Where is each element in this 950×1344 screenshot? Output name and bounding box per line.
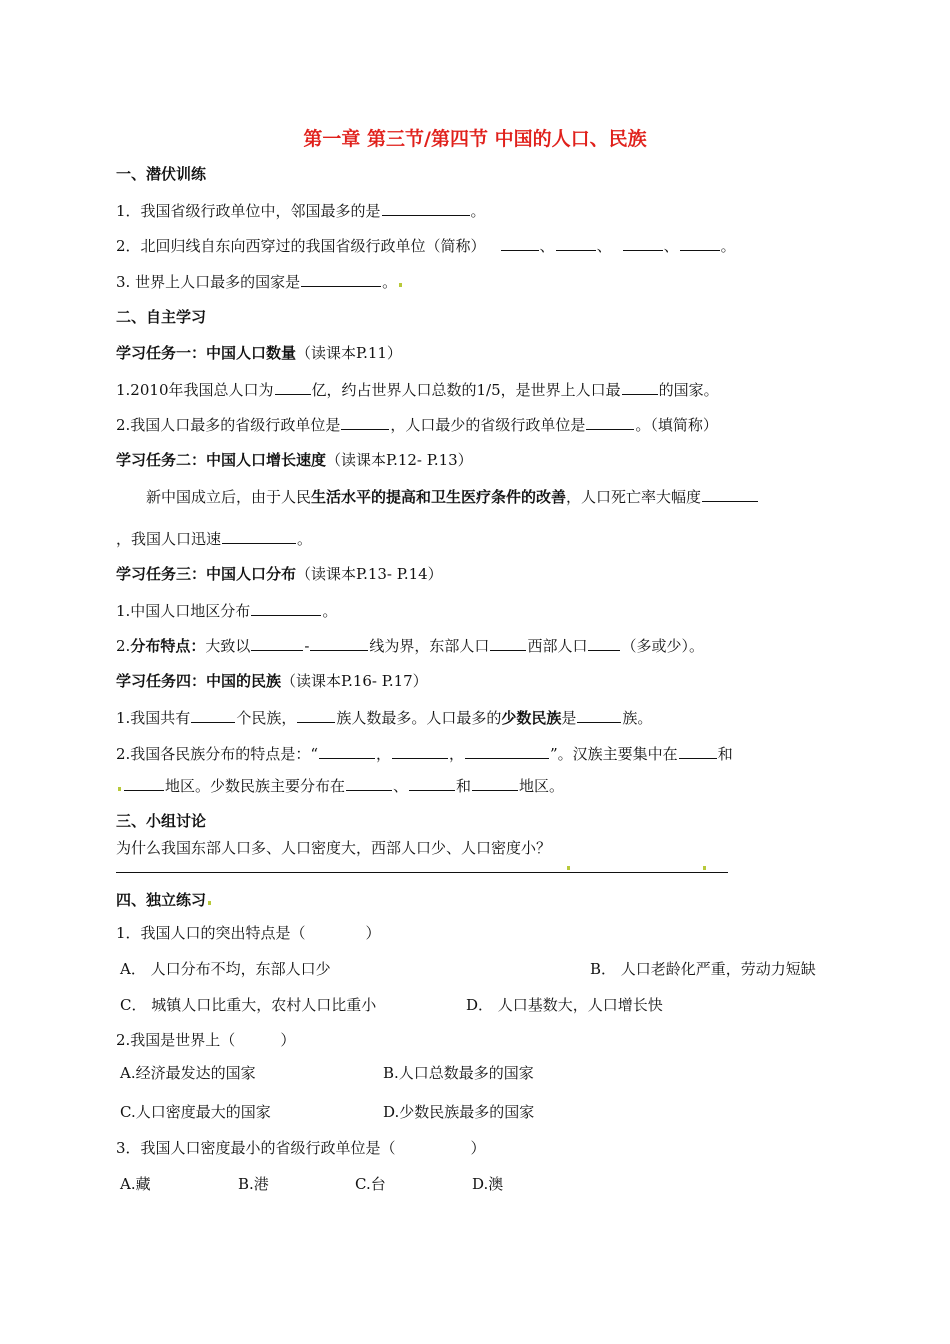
s1-question-1 <box>116 200 486 221</box>
q-text: 亿，约占世界人口总数的1/5，是世界上人口最 <box>311 381 621 399</box>
emphasis-text: 少数民族 <box>501 709 562 727</box>
mark-dot <box>118 787 121 791</box>
q-text: 、 <box>393 777 409 795</box>
q-text: ”。汉族主要集中在 <box>550 745 678 763</box>
q-text: 是 <box>561 709 577 727</box>
answer-blank[interactable] <box>346 775 392 791</box>
q3-option-a[interactable]: A.藏 <box>120 1175 151 1193</box>
task-2-paragraph <box>146 486 759 507</box>
task-3-heading <box>116 564 443 584</box>
q-text: 。 <box>297 530 313 548</box>
answer-blank[interactable] <box>251 635 303 651</box>
q-text: 1．我国省级行政单位中，邻国最多的是 <box>116 202 381 220</box>
q3-option-b[interactable]: B.港 <box>238 1175 269 1193</box>
answer-blank[interactable] <box>472 775 518 791</box>
mark-dot <box>399 283 402 287</box>
q-text: 西部人口 <box>527 637 588 655</box>
q1-option-c[interactable]: C． 城镇人口比重大，农村人口比重小 <box>120 996 377 1014</box>
task-1-question-2 <box>116 414 718 435</box>
task-4-question-1 <box>116 707 652 728</box>
answer-blank[interactable] <box>588 635 620 651</box>
mark-dot <box>567 866 570 870</box>
answer-blank[interactable] <box>382 200 470 216</box>
separator: 、 <box>596 237 612 255</box>
answer-blank[interactable] <box>409 775 455 791</box>
answer-blank[interactable] <box>392 743 448 759</box>
q2-option-c[interactable]: C.人口密度最大的国家 <box>120 1103 271 1121</box>
mark-dot <box>703 866 706 870</box>
answer-blank[interactable] <box>490 635 526 651</box>
answer-blank[interactable] <box>586 414 634 430</box>
answer-blank[interactable] <box>275 379 311 395</box>
answer-blank[interactable] <box>341 414 389 430</box>
q1-option-b[interactable]: B． 人口老龄化严重，劳动力短缺 <box>590 960 816 978</box>
q-text: 。 <box>470 202 486 220</box>
q2-option-b[interactable]: B.人口总数最多的国家 <box>383 1064 534 1082</box>
q-text: 。 <box>322 602 338 620</box>
q-text: （多或少）。 <box>621 637 704 655</box>
q-text: ，我国人口迅速 <box>116 530 222 548</box>
q-text: 1.我国共有 <box>116 709 191 727</box>
task-label: 学习任务二：中国人口增长速度 <box>116 451 327 469</box>
task-4-question-2-cont <box>116 775 564 796</box>
task-1-question-1 <box>116 379 719 400</box>
q-text: 2．北回归线自东向西穿过的我国省级行政单位（简称） <box>116 237 486 255</box>
separator: 、 <box>663 237 679 255</box>
q-text: 2.我国各民族分布的特点是：“ <box>116 745 318 763</box>
q-text: 线为界，东部人口 <box>369 637 490 655</box>
q-text: - <box>304 637 310 655</box>
section-2-heading: 二、自主学习 <box>116 308 207 326</box>
answer-blank[interactable] <box>319 743 375 759</box>
heading-text: 四、独立练习 <box>116 891 207 909</box>
task-1-heading <box>116 343 402 363</box>
practice-question-2: 2.我国是世界上（ ） <box>116 1031 296 1049</box>
answer-blank[interactable] <box>577 707 621 723</box>
separator: 、 <box>539 237 555 255</box>
answer-blank[interactable] <box>622 379 658 395</box>
s1-question-2 <box>116 235 736 256</box>
s1-question-3 <box>116 271 404 292</box>
q-text: 族。 <box>622 709 653 727</box>
answer-blank[interactable] <box>297 707 335 723</box>
q3-option-d[interactable]: D.澳 <box>472 1175 504 1193</box>
task-3-question-1 <box>116 600 337 621</box>
option-text: A.经济最发达的国家 <box>120 1064 256 1082</box>
task-label: 学习任务四：中国的民族 <box>116 672 282 690</box>
answer-blank[interactable] <box>191 707 235 723</box>
separator: 。 <box>720 237 736 255</box>
q-text: 1.中国人口地区分布 <box>116 602 251 620</box>
mark-dot <box>208 901 211 905</box>
q-text: 新中国成立后，由于人民 <box>146 488 312 506</box>
practice-question-3: 3．我国人口密度最小的省级行政单位是（ ） <box>116 1139 486 1157</box>
q-text: 。（填简称） <box>635 416 718 434</box>
q-text: 大致以 <box>205 637 251 655</box>
task-ref: （读课本P.12- P.13） <box>326 451 473 469</box>
q-text: ， <box>375 745 391 763</box>
task-label: 学习任务三：中国人口分布 <box>116 565 297 583</box>
q-text: 和 <box>717 745 733 763</box>
task-ref: （读课本P.13- P.14） <box>296 565 443 583</box>
answer-blank[interactable] <box>124 775 164 791</box>
q1-option-d[interactable]: D． 人口基数大，人口增长快 <box>466 996 663 1014</box>
q-text: ，人口最少的省级行政单位是 <box>390 416 586 434</box>
section-3-heading: 三、小组讨论 <box>116 812 207 830</box>
q-text: 2.我国人口最多的省级行政单位是 <box>116 416 341 434</box>
q-text: 地区。少数民族主要分布在 <box>165 777 346 795</box>
q-text: 的国家。 <box>658 381 719 399</box>
discussion-question: 为什么我国东部人口多、人口密度大，西部人口少、人口密度小？ <box>116 839 552 857</box>
q-text: 族人数最多。人口最多的 <box>336 709 502 727</box>
answer-blank[interactable] <box>301 271 381 287</box>
practice-question-1: 1．我国人口的突出特点是（ ） <box>116 924 381 942</box>
section-4-heading <box>116 890 213 910</box>
q-text: 和 <box>456 777 472 795</box>
q-text: 地区。 <box>519 777 565 795</box>
task-2-paragraph-cont <box>116 528 312 549</box>
q-text: 个民族， <box>236 709 297 727</box>
q-text: 。 <box>382 273 398 291</box>
q3-option-c[interactable]: C.台 <box>355 1175 386 1193</box>
task-3-question-2 <box>116 635 704 656</box>
answer-blank[interactable] <box>680 235 720 251</box>
task-4-heading <box>116 671 428 691</box>
q-text: 2. <box>116 637 131 655</box>
answer-blank[interactable] <box>465 743 549 759</box>
q-text: 3. 世界上人口最多的国家是 <box>116 273 301 291</box>
answer-blank[interactable] <box>222 528 296 544</box>
answer-blank[interactable] <box>702 486 758 502</box>
q-text: ，人口死亡率大幅度 <box>566 488 702 506</box>
answer-blank[interactable] <box>679 743 717 759</box>
q1-option-a[interactable]: A． 人口分布不均，东部人口少 <box>120 960 331 978</box>
answer-blank[interactable] <box>501 235 539 251</box>
task-ref: （读课本P.11） <box>296 344 402 362</box>
answer-blank[interactable] <box>310 635 368 651</box>
answer-line[interactable] <box>116 872 728 873</box>
task-2-heading <box>116 450 473 470</box>
q2-option-d[interactable]: D.少数民族最多的国家 <box>383 1103 535 1121</box>
task-ref: （读课本P.16- P.17） <box>281 672 428 690</box>
q-text: ， <box>449 745 465 763</box>
task-label: 学习任务一：中国人口数量 <box>116 344 297 362</box>
section-1-heading: 一、潜伏训练 <box>116 165 207 183</box>
answer-blank[interactable] <box>623 235 663 251</box>
page-title: 第一章 第三节/第四节 中国的人口、民族 <box>303 128 647 150</box>
emphasis-text: 分布特点： <box>130 637 206 655</box>
answer-blank[interactable] <box>556 235 596 251</box>
emphasis-text: 生活水平的提高和卫生医疗条件的改善 <box>311 488 567 506</box>
task-4-question-2 <box>116 743 733 764</box>
answer-blank[interactable] <box>251 600 321 616</box>
q2-option-a[interactable] <box>120 1063 256 1083</box>
q-text: 1.2010年我国总人口为 <box>116 381 274 399</box>
